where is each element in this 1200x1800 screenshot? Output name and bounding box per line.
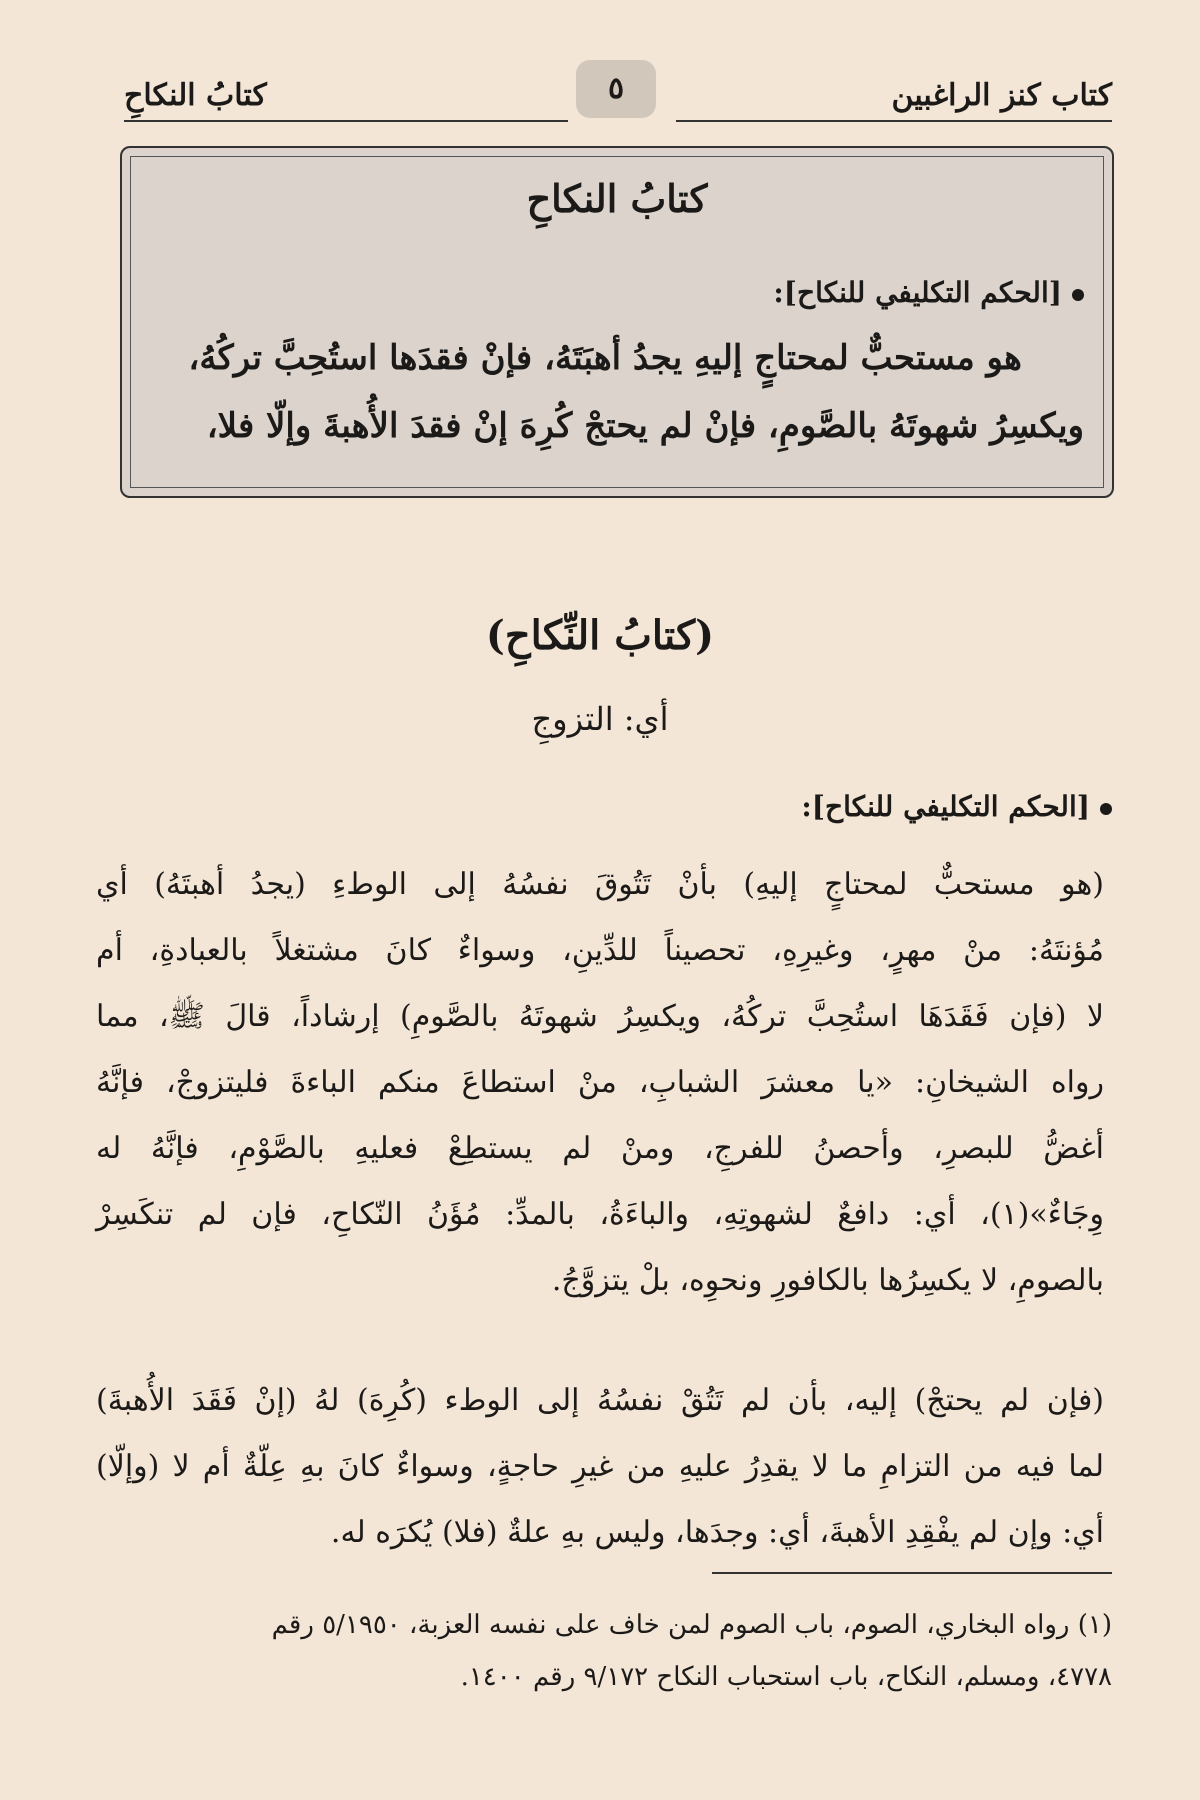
matn-box-title: كتابُ النكاحِ: [526, 176, 708, 221]
commentary-paragraph-1: [96, 852, 1104, 1314]
matn-box-heading-text: [الحكم التكليفي للنكاح]:: [773, 276, 1062, 309]
text-line: (فإن لم يحتجْ) إليه، بأن لم تَتُقْ نفسُهُ إلى الوطء (كُرِهَ) لهُ (إنْ فَقَدَ الأُهبةَ): [96, 1383, 1104, 1418]
running-header-book-title: كتاب كنز الراغبين: [891, 78, 1112, 113]
bullet-icon: [1100, 803, 1112, 815]
ruling-heading: [801, 790, 1112, 823]
running-header-chapter-title: كتابُ النكاحِ: [124, 78, 267, 113]
text-line: مُؤنتَهُ: منْ مهرٍ، وغيرِهِ، تحصيناً للدِّينِ، وسواءٌ كانَ مشتغلاً بالعبادةِ، أم: [96, 933, 1104, 968]
section-title: (كتابُ النِّكاحِ): [485, 612, 715, 659]
matn-line: ويكسِرُ شهوتَهُ بالصَّومِ، فإنْ لم يحتجْ كُرِهَ إنْ فقدَ الأُهبةَ وإلّا فلا،: [206, 406, 1084, 446]
commentary-paragraph-2: [96, 1368, 1104, 1566]
matn-box-heading: [773, 276, 1084, 309]
footnote-rule: [712, 1572, 1112, 1574]
page-number: ٥: [576, 60, 656, 118]
section-subtitle: أي: التزوجِ: [531, 700, 669, 738]
bullet-icon: [1072, 289, 1084, 301]
header-rule-right: [676, 120, 1112, 122]
footnote-line: (١) رواه البخاري، الصوم، باب الصوم لمن خاف على نفسه العزبة، ٥/١٩٥٠ رقم: [271, 1610, 1112, 1640]
text-line: أي: وإن لم يفْقِدِ الأهبةَ، أي: وجدَها، وليس بهِ علةٌ (فلا) يُكرَه له.: [330, 1515, 1104, 1550]
text-line: (هو مستحبٌّ لمحتاجٍ إليهِ) بأنْ تَتُوقَ نفسُهُ إلى الوطءِ (يجدُ أهبتَهُ) أي: [96, 867, 1104, 902]
text-line: وِجَاءٌ»(١)، أي: دافعٌ لشهوتِهِ، والباءَةُ، بالمدِّ: مُؤَنُ النّكاحِ، فإن لم تنكَسِرْ: [96, 1197, 1104, 1232]
header-rule-left: [124, 120, 568, 122]
text-line: رواه الشيخانِ: «يا معشرَ الشبابِ، منْ استطاعَ منكم الباءةَ فليتزوجْ، فإنَّهُ: [96, 1065, 1104, 1100]
ruling-heading-text: [الحكم التكليفي للنكاح]:: [801, 790, 1090, 823]
matn-line: هو مستحبٌّ لمحتاجٍ إليهِ يجدُ أهبَتَهُ، فإنْ فقدَها استُحِبَّ تركُهُ،: [188, 338, 1022, 378]
text-line: لا (فإن فَقَدَهَا استُحِبَّ تركُهُ، ويكسِرُ شهوتَهُ بالصَّومِ) إرشاداً، قالَ ﷺ، مما: [96, 999, 1104, 1034]
text-line: أغضُّ للبصرِ، وأحصنُ للفرجِ، ومنْ لم يستطِعْ فعليهِ بالصَّوْمِ، فإنَّهُ له: [96, 1131, 1104, 1166]
footnote-line: ٤٧٧٨، ومسلم، النكاح، باب استحباب النكاح ٩/١٧٢ رقم ١٤٠٠.: [460, 1662, 1112, 1692]
text-line: بالصومِ، لا يكسِرُها بالكافورِ ونحوِه، بلْ يتزوَّجُ.: [551, 1263, 1104, 1298]
text-line: لما فيه من التزامِ ما لا يقدِرُ عليهِ من غيرِ حاجةٍ، وسواءٌ كانَ بهِ عِلّةٌ أم لا (وإلّا): [96, 1449, 1104, 1484]
matn-box: [120, 146, 1114, 498]
